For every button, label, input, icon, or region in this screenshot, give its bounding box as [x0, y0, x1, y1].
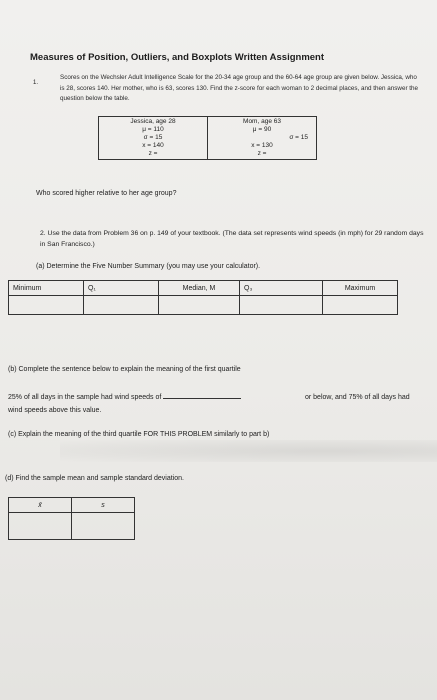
col-maximum: Maximum [323, 281, 398, 296]
sentence-start-text: 25% of all days in the sample had wind speeds of [8, 394, 162, 401]
part-a-text: (a) Determine the Five Number Summary (you may use your calculator). [36, 263, 261, 270]
problem-1-text: Scores on the Wechsler Adult Intelligence Scale for the 20-34 age group and the 60-64 age group are given below. Jessica, who is 28, scores 140. Her mother, who is 63, scores 130. Find the z-score for each woman to 2 decimal places, and then answer the question below the table. [60, 74, 419, 102]
jessica-cell[interactable] [99, 117, 208, 160]
col-median: Median, M [159, 281, 240, 296]
col-q1: Q₁ [84, 281, 159, 296]
five-number-table [8, 280, 398, 315]
q1-answer-cell[interactable] [84, 296, 159, 315]
problem-2-text: 2. Use the data from Problem 36 on p. 149 of your textbook. (The data set represents wind speeds (in mph) for 29 random days in San Francisco.) [40, 230, 424, 248]
mom-cell[interactable] [208, 117, 317, 160]
q3-answer-cell[interactable] [240, 296, 323, 315]
median-answer-cell[interactable] [159, 296, 240, 315]
mom-heading: Mom, age 63 [243, 118, 281, 125]
col-q3: Q₃ [240, 281, 323, 296]
col-mean: x̄ [9, 498, 72, 513]
problem-1-number: 1. [33, 80, 39, 86]
sentence-end: wind speeds above this value. [8, 407, 102, 414]
jessica-sigma: σ = 15 [143, 134, 163, 141]
sd-answer-cell[interactable] [72, 513, 135, 540]
part-b-text: (b) Complete the sentence below to explain the meaning of the first quartile [8, 366, 241, 373]
jessica-x: x = 140 [142, 142, 164, 149]
sentence-start [8, 394, 243, 401]
mean-sd-table [8, 497, 135, 540]
sentence-mid: or below, and 75% of all days had [305, 394, 410, 401]
mom-mu: μ = 90 [252, 126, 272, 133]
jessica-heading: Jessica, age 28 [130, 118, 176, 125]
problem-1-question: Who scored higher relative to her age group? [36, 190, 177, 197]
part-c-text: (c) Explain the meaning of the third quartile FOR THIS PROBLEM similarly to part b) [8, 431, 270, 438]
answer-blank[interactable] [163, 398, 241, 399]
zscore-table [98, 116, 317, 160]
mom-sigma: σ = 15 [289, 134, 308, 141]
mom-x: x = 130 [251, 142, 273, 149]
maximum-answer-cell[interactable] [323, 296, 398, 315]
part-d-text: (d) Find the sample mean and sample standard deviation. [5, 475, 184, 482]
mean-answer-cell[interactable] [9, 513, 72, 540]
jessica-z: z = [148, 150, 158, 157]
page-title: Measures of Position, Outliers, and Boxplots Written Assignment [30, 52, 325, 63]
page-shadow [60, 440, 437, 462]
col-sd: s [72, 498, 135, 513]
minimum-answer-cell[interactable] [9, 296, 84, 315]
mom-z: z = [257, 150, 267, 157]
col-minimum: Minimum [9, 281, 84, 296]
jessica-mu: μ = 110 [142, 126, 164, 133]
